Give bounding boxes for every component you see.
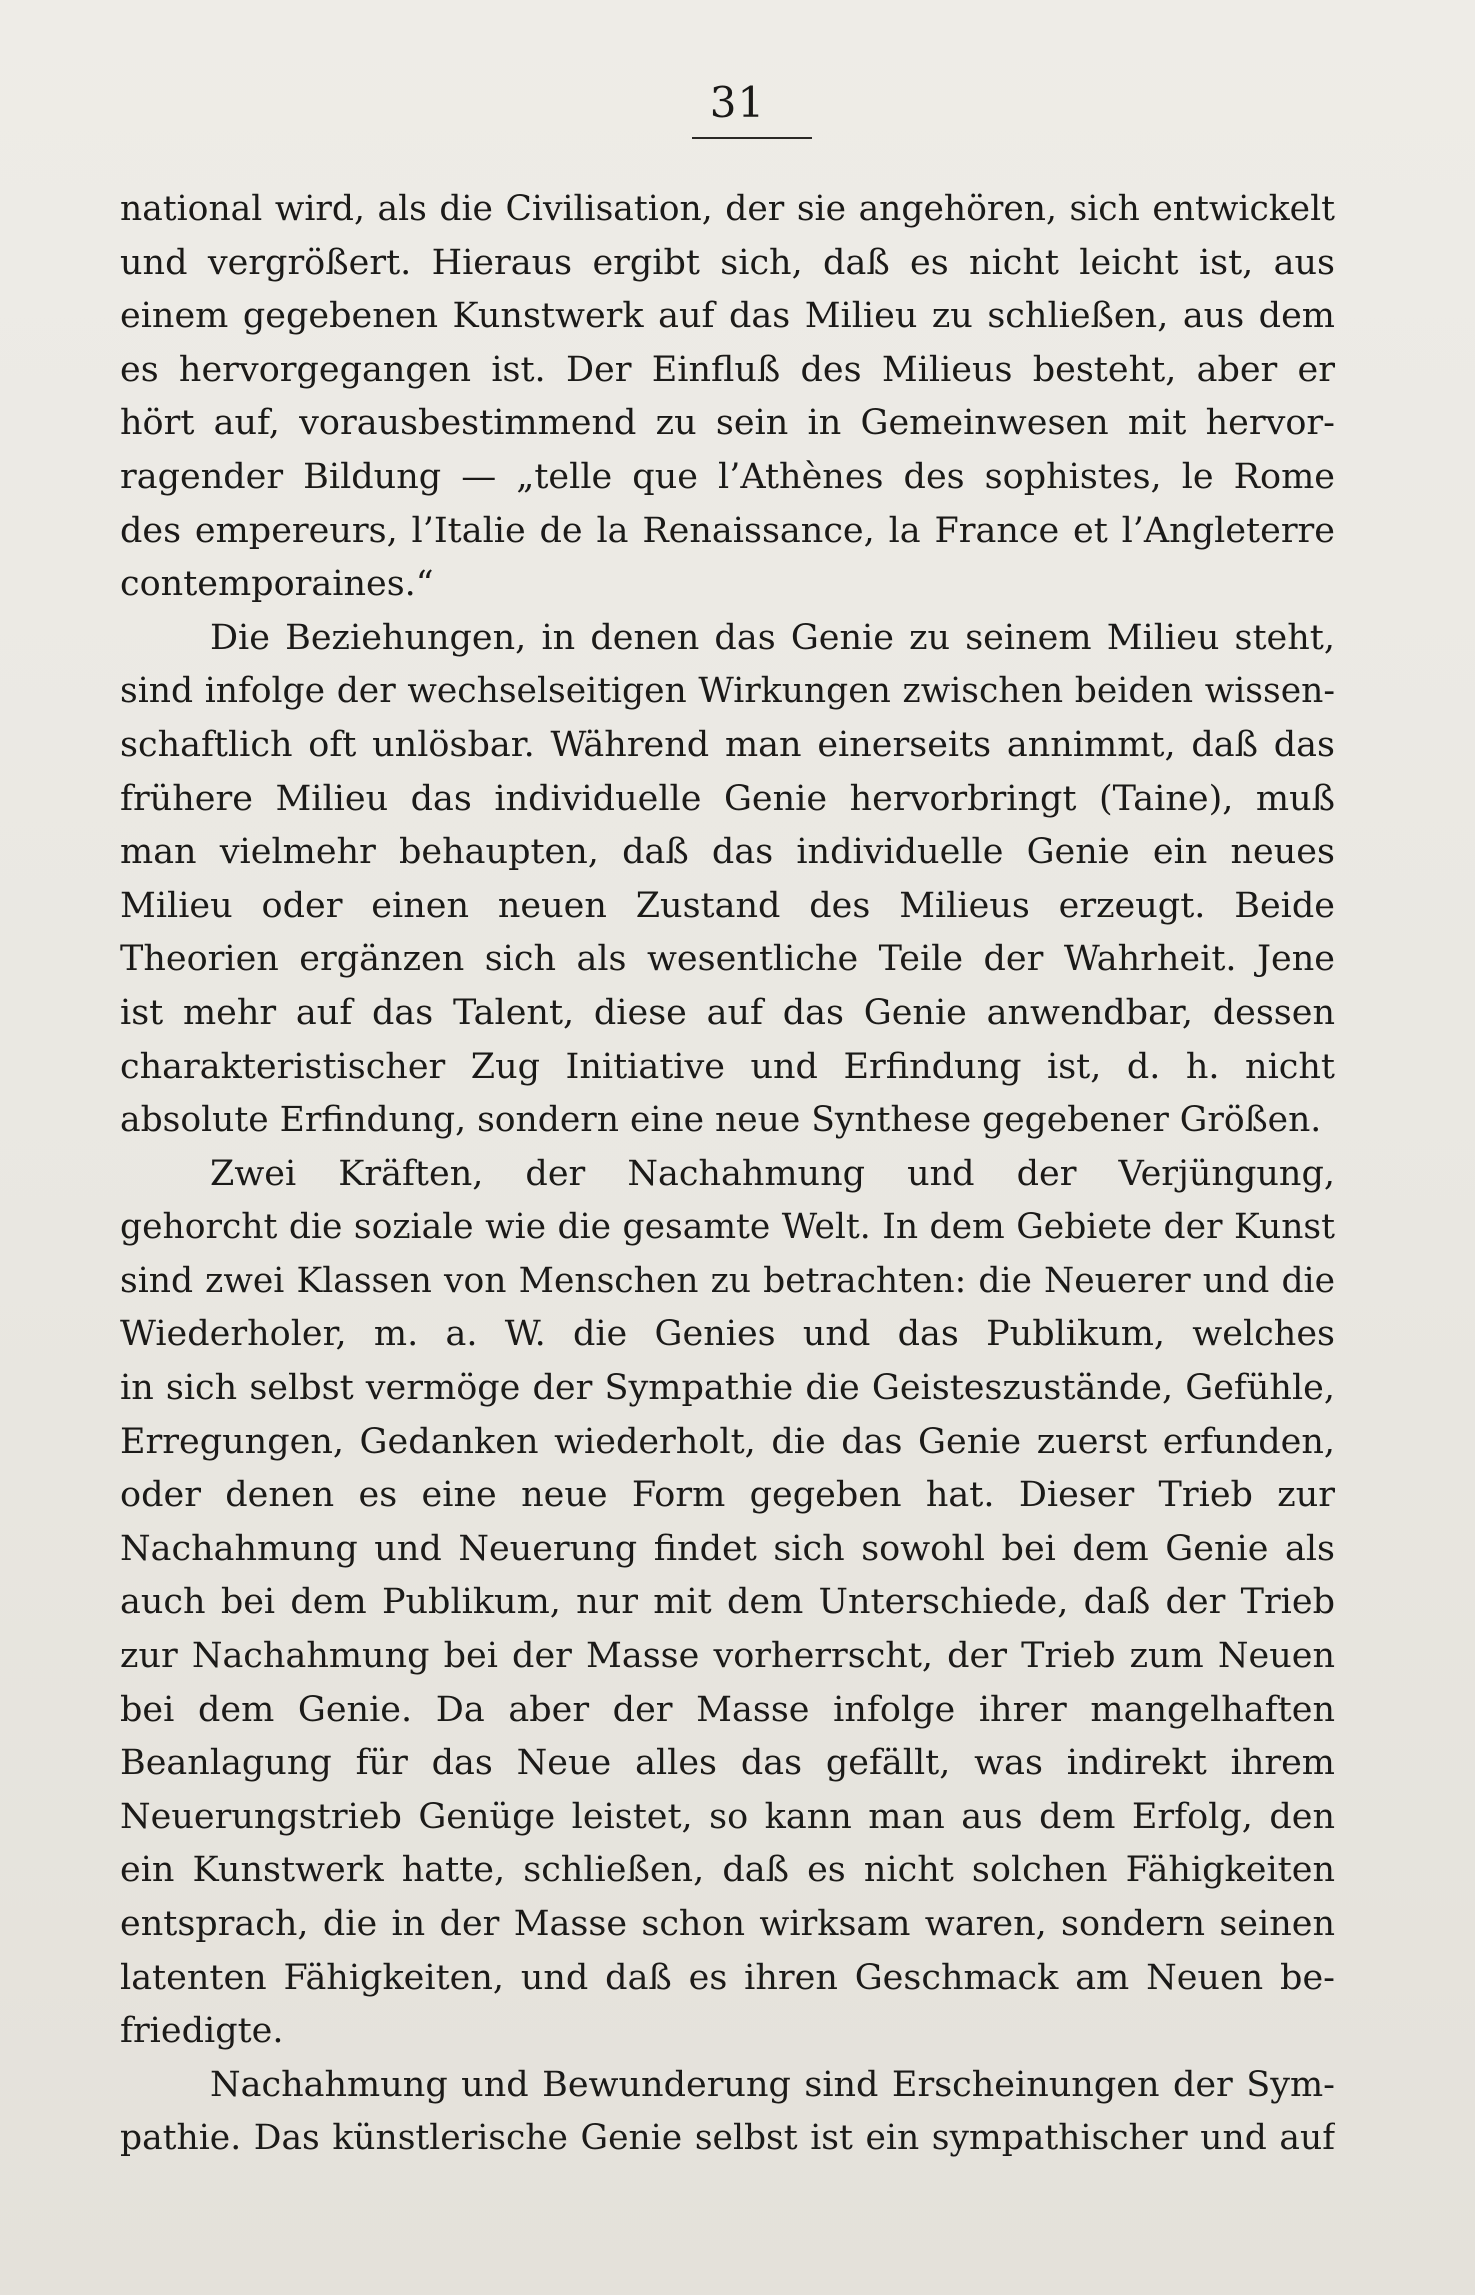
text-line: sind infolge der wechselseitigen Wirkungen zwischen beiden wissen- <box>120 671 1335 712</box>
header-rule <box>692 137 812 139</box>
text-line: contemporaines.“ <box>120 564 434 605</box>
text-line: Zwei Kräften, der Nachahmung und der Verjüngung, <box>210 1153 1335 1194</box>
text-line: ein Kunstwerk hatte, schließen, daß es nicht solchen Fähigkeiten <box>120 1850 1335 1891</box>
text-line: friedigte. <box>120 2011 284 2052</box>
body-text <box>120 183 1335 2166</box>
text-line: des empereurs, l’Italie de la Renaissance, la France et l’Angleterre <box>120 510 1335 551</box>
text-line: national wird, als die Civilisation, der sie angehören, sich entwickelt <box>120 189 1335 229</box>
text-line: es hervorgegangen ist. Der Einfluß des Milieus besteht, aber er <box>120 349 1335 390</box>
text-line: pathie. Das künstlerische Genie selbst ist ein sympathischer und auf <box>120 2118 1335 2159</box>
text-line: Wiederholer, m. a. W. die Genies und das Publikum, welches <box>120 1314 1335 1355</box>
text-line: einem gegebenen Kunstwerk auf das Milieu zu schließen, aus dem <box>120 296 1335 337</box>
text-line: hört auf, vorausbestimmend zu sein in Gemeinwesen mit hervor- <box>120 403 1335 444</box>
text-line: frühere Milieu das individuelle Genie hervorbringt (Taine), muß <box>120 778 1335 819</box>
text-line: in sich selbst vermöge der Sympathie die Geisteszustände, Gefühle, <box>120 1368 1335 1409</box>
text-line: sind zwei Klassen von Menschen zu betrachten: die Neuerer und die <box>120 1260 1335 1301</box>
text-line: bei dem Genie. Da aber der Masse infolge ihrer mangelhaften <box>120 1689 1335 1730</box>
text-line: charakteristischer Zug Initiative und Erfindung ist, d. h. nicht <box>120 1046 1335 1087</box>
text-line: schaftlich oft unlösbar. Während man einerseits annimmt, daß das <box>120 724 1335 765</box>
text-line: zur Nachahmung bei der Masse vorherrscht, der Trieb zum Neuen <box>120 1636 1335 1677</box>
text-line: absolute Erfindung, sondern eine neue Synthese gegebener Größen. <box>120 1100 1322 1141</box>
text-line: man vielmehr behaupten, daß das individuelle Genie ein neues <box>120 832 1335 873</box>
text-line: und vergrößert. Hieraus ergibt sich, daß es nicht leicht ist, aus <box>120 242 1335 283</box>
text-line: Neuerungstrieb Genüge leistet, so kann man aus dem Erfolg, den <box>120 1796 1335 1837</box>
text-line: Nachahmung und Bewunderung sind Erscheinungen der Sym- <box>210 2064 1335 2105</box>
text-line: oder denen es eine neue Form gegeben hat. Dieser Trieb zur <box>120 1475 1335 1516</box>
text-line: gehorcht die soziale wie die gesamte Welt. In dem Gebiete der Kunst <box>120 1207 1335 1248</box>
text-line: auch bei dem Publikum, nur mit dem Unterschiede, daß der Trieb <box>120 1582 1335 1623</box>
text-line: Beanlagung für das Neue alles das gefällt, was indirekt ihrem <box>120 1743 1335 1784</box>
text-line: ragender Bildung — „telle que l’Athènes des sophistes, le Rome <box>120 456 1335 497</box>
text-line: Milieu oder einen neuen Zustand des Milieus erzeugt. Beide <box>120 885 1335 926</box>
text-line: ist mehr auf das Talent, diese auf das Genie anwendbar, dessen <box>120 992 1335 1033</box>
text-line: Nachahmung und Neuerung findet sich sowohl bei dem Genie als <box>120 1528 1335 1569</box>
text-line: entsprach, die in der Masse schon wirksam waren, sondern seinen <box>120 1904 1335 1944</box>
text-line: Theorien ergänzen sich als wesentliche Teile der Wahrheit. Jene <box>120 939 1335 980</box>
page-number: 31 <box>709 78 766 127</box>
text-line: Erregungen, Gedanken wiederholt, die das Genie zuerst erfunden, <box>120 1421 1335 1462</box>
text-line: Die Beziehungen, in denen das Genie zu seinem Milieu steht, <box>210 617 1335 658</box>
text-line: latenten Fähigkeiten, und daß es ihren Geschmack am Neuen be- <box>120 1957 1335 1998</box>
